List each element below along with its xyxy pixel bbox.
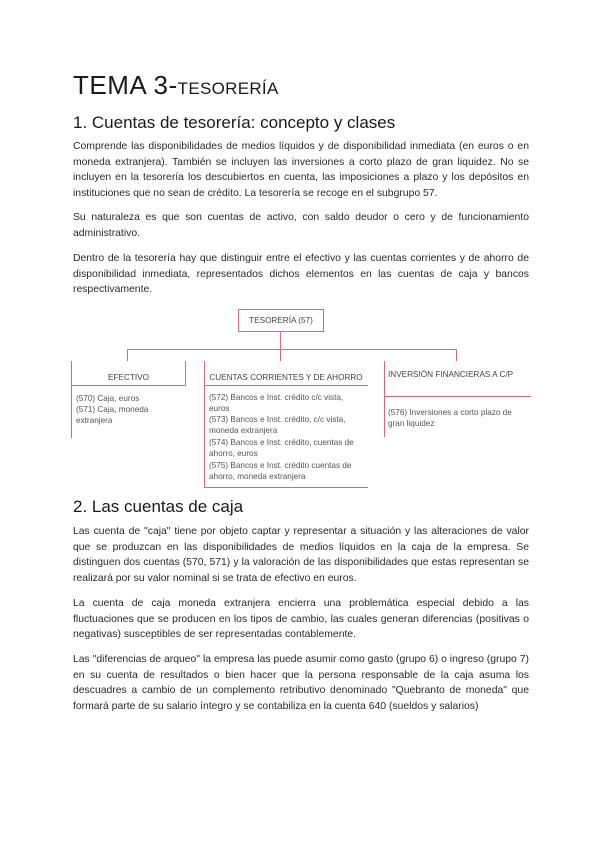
title-sub: TESORERÍA [177, 79, 279, 98]
connector-col1 [127, 349, 128, 361]
section2-paragraph-3: Las "diferencias de arqueo" la empresa las puede asumir como gasto (grupo 6) o ingreso (grupo 7) en su cuenta de resultados o bien hacer que la persona responsable de la caja asuma los descuadres a cambio de un complemento retributivo denominado "Quebranto de moneda" que formará parte de su salario íntegro y se contabiliza en la cuenta 640 (sueldos y salarios) [73, 654, 529, 712]
col1-underline [71, 385, 186, 386]
section1-paragraph-1: Comprende las disponibilidades de medios líquidos y de disponibilidad inmediata (en euros o en moneda extranjera). También se incluyen las inversiones a corto plazo de gran liquidez. No se incluyen en la tesorería los descubiertos en cuenta, las imposiciones a plazo y los depósitos en instituciones que no sean de crédito. La tesorería se recoge en el subgrupo 57. [73, 141, 529, 199]
col3-item-576: (576) Inversiones a corto plazo de gran liquidez [388, 408, 512, 428]
col2-item-572: (572) Bancos e Inst. crédito c/c vista, euros [209, 393, 344, 413]
col3-left-border [384, 361, 385, 437]
col2-item-574: (574) Bancos e Inst. crédito, cuentas de ahorro, euros [209, 438, 354, 458]
connector-col3 [456, 349, 457, 361]
col3-underline [384, 396, 531, 397]
col2-item-573: (573) Bancos e Inst. crédito, c/c vista, moneda extranjera [209, 415, 346, 435]
diagram-root-label: TESORERÍA (57) [249, 316, 313, 325]
col1-header: EFECTIVO [108, 373, 149, 382]
section1-heading: 1. Cuentas de tesorería: concepto y clases [73, 113, 396, 132]
section2-paragraph-2: La cuenta de caja moneda extranjera encierra una problemática especial debido a las fluctuaciones que se producen en los tipos de cambio, las cuales generan diferencias (positivas o negativas) susceptibles de ser representadas contablemente. [73, 598, 529, 641]
title-main: TEMA 3- [73, 70, 178, 100]
connector-col2 [280, 349, 281, 361]
col1-item-570: (570) Caja, euros [76, 394, 140, 403]
connector-horizontal [127, 349, 456, 350]
col2-bottom-border [204, 487, 368, 488]
col2-header: CUENTAS CORRIENTES Y DE AHORRO [209, 373, 363, 382]
section1-paragraph-3: Dentro de la tesorería hay que distinguir entre el efectivo y las cuentas corrientes y de ahorro de disponibilidad inmediata, representados dichos elementos en las cuentas de caja y bancos respectivamente. [73, 253, 529, 296]
col3-header: INVERSIÓN FINANCIERAS A C/P [388, 370, 514, 379]
col2-underline [204, 385, 368, 386]
document-title [73, 70, 279, 101]
col2-item-575: (575) Bancos e Inst. crédito cuentas de ahorro, moneda extranjera [209, 461, 352, 481]
col1-item-571: (571) Caja, moneda extranjera [76, 405, 149, 425]
section1-paragraph-2: Su naturaleza es que son cuentas de activo, con saldo deudor o cero y de funcionamiento administrativo. [73, 212, 529, 239]
connector-root [280, 332, 281, 349]
section2-paragraph-1: Las cuenta de "caja" tiene por objeto captar y representar a situación y las alteraciones de valor que se produzcan en las disponibilidades de medios líquidos en la caja de la empresa. Se distinguen dos cuentas (570, 571) y la valoración de las disponibilidades que estas representan se realizará por su valor nominal si se trata de efectivo en euros. [73, 526, 529, 584]
section2-heading: 2. Las cuentas de caja [73, 497, 244, 516]
col1-right-border [185, 361, 186, 385]
